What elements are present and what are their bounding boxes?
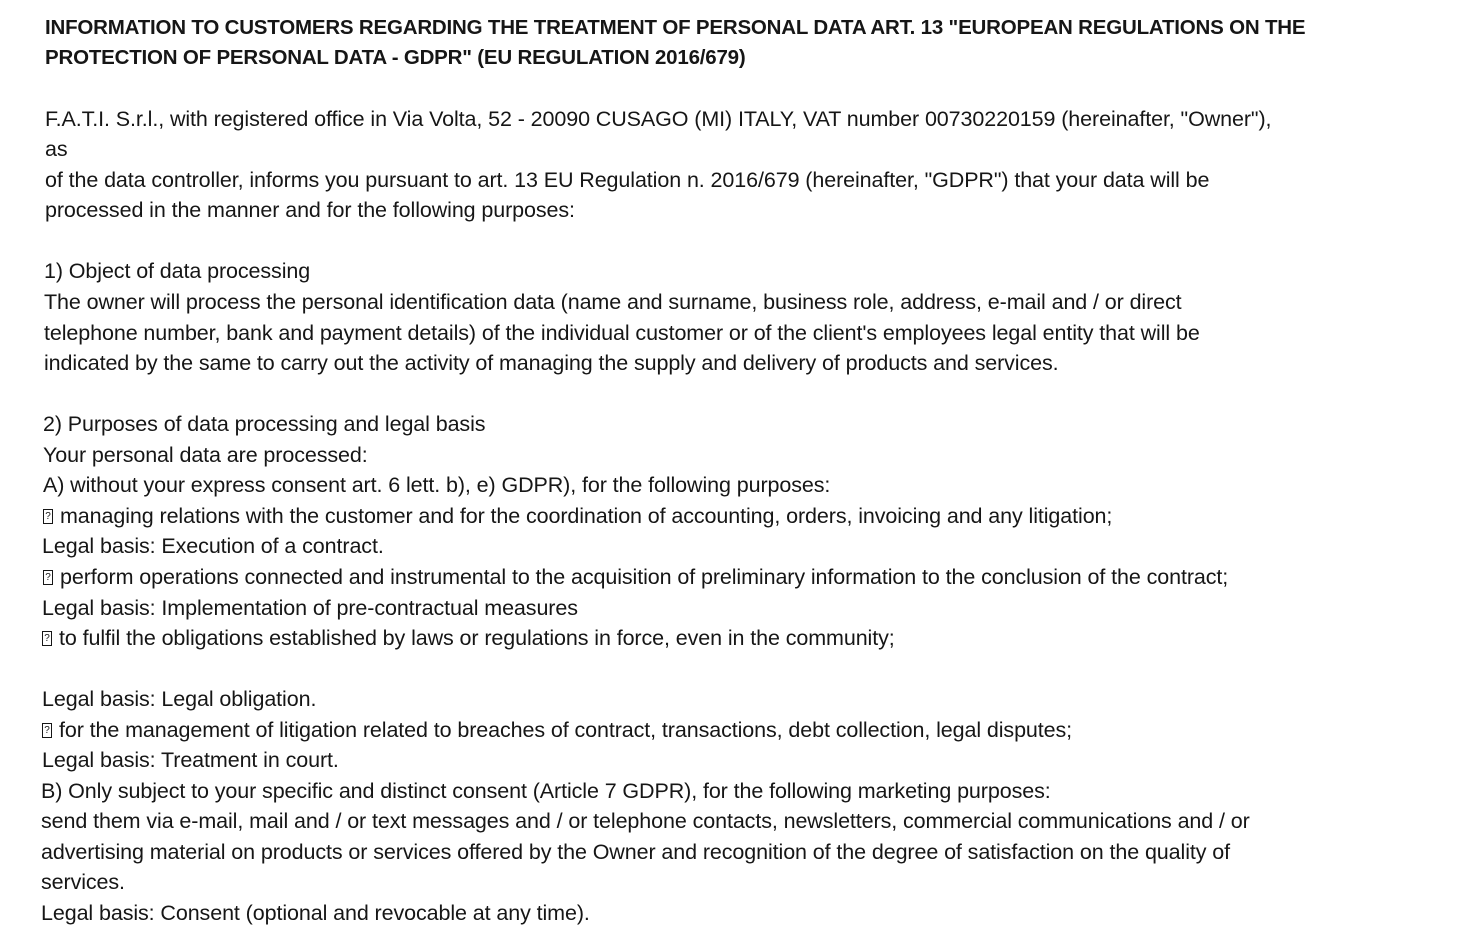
bullet-text: to fulfil the obligations established by laws or regulations in force, even in the community; <box>59 626 895 650</box>
bullet-item <box>43 501 1112 531</box>
section1-body-line-1: The owner will process the personal identification data (name and surname, business role, address, e-mail and / or direct <box>44 290 1182 314</box>
legal-basis-line: Legal basis: Implementation of pre-contractual measures <box>42 596 578 620</box>
legal-basis-line: Legal basis: Execution of a contract. <box>42 534 384 558</box>
bullet-item <box>43 562 1228 592</box>
section2-intro: Your personal data are processed: <box>43 443 368 467</box>
section1-body-line-2: telephone number, bank and payment details) of the individual customer or of the client's employees legal entity that will be <box>44 321 1200 345</box>
document-title-line-1: INFORMATION TO CUSTOMERS REGARDING THE TREATMENT OF PERSONAL DATA ART. 13 "EUROPEAN REGULATIONS ON THE <box>45 16 1306 39</box>
section2-a-heading: A) without your express consent art. 6 lett. b), e) GDPR), for the following purposes: <box>43 473 831 497</box>
section2-b-body-line-3: services. <box>41 870 125 894</box>
missing-glyph-bullet-icon <box>42 631 52 646</box>
bullet-item <box>42 623 895 653</box>
intro-line-2: as <box>45 137 68 161</box>
legal-basis-line: Legal basis: Legal obligation. <box>42 687 317 711</box>
bullet-item <box>42 715 1072 745</box>
bullet-text: for the management of litigation related to breaches of contract, transactions, debt collection, legal disputes; <box>59 718 1073 742</box>
section2-heading: 2) Purposes of data processing and legal basis <box>43 412 486 436</box>
legal-basis-line: Legal basis: Treatment in court. <box>42 748 339 772</box>
legal-basis-line: Legal basis: Consent (optional and revocable at any time). <box>41 901 590 925</box>
bullet-text: perform operations connected and instrumental to the acquisition of preliminary information to the conclusion of the contract; <box>60 565 1229 589</box>
document-title-line-2: PROTECTION OF PERSONAL DATA - GDPR" (EU REGULATION 2016/679) <box>45 46 746 69</box>
section2-b-body-line-1: send them via e-mail, mail and / or text messages and / or telephone contacts, newsletters, commercial communications and / or <box>41 809 1250 833</box>
missing-glyph-bullet-icon <box>42 723 52 738</box>
missing-glyph-bullet-icon <box>43 570 53 585</box>
section2-b-body-line-2: advertising material on products or services offered by the Owner and recognition of the degree of satisfaction on the quality of <box>41 840 1231 864</box>
section2-b-heading: B) Only subject to your specific and distinct consent (Article 7 GDPR), for the following marketing purposes: <box>41 779 1051 803</box>
intro-line-1: F.A.T.I. S.r.l., with registered office in Via Volta, 52 - 20090 CUSAGO (MI) ITALY, VAT number 00730220159 (hereinafter, "Owner"), <box>45 107 1272 131</box>
section1-heading: 1) Object of data processing <box>44 259 311 283</box>
section1-body-line-3: indicated by the same to carry out the activity of managing the supply and delivery of products and services. <box>44 351 1059 375</box>
intro-line-4: processed in the manner and for the following purposes: <box>45 198 575 222</box>
intro-line-3: of the data controller, informs you pursuant to art. 13 EU Regulation n. 2016/679 (hereinafter, "GDPR") that your data will be <box>45 168 1210 192</box>
missing-glyph-bullet-icon <box>43 509 53 524</box>
bullet-text: managing relations with the customer and for the coordination of accounting, orders, invoicing and any litigation; <box>60 504 1113 528</box>
